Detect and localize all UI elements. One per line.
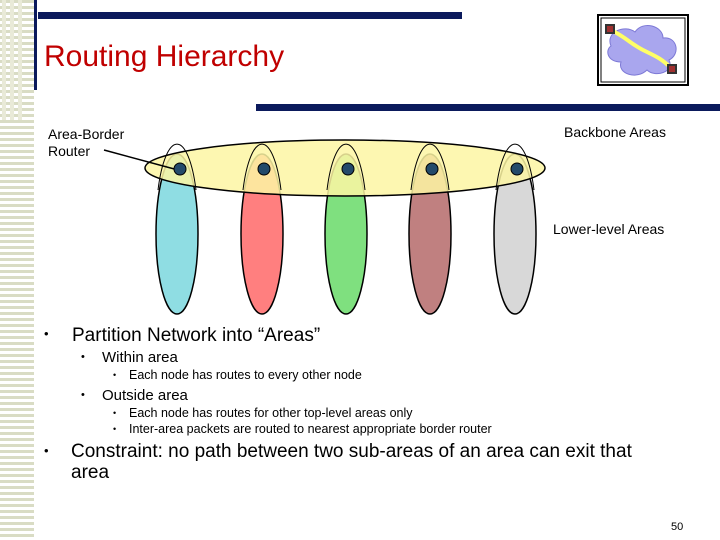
- bullet-outside-area-detail-1: Each node has routes for other top-level areas only: [129, 406, 413, 420]
- router-1: [174, 163, 186, 175]
- bullet-within-area: Within area: [102, 349, 178, 366]
- page-number: 50: [671, 521, 684, 533]
- router-5: [511, 163, 523, 175]
- router-3: [342, 163, 354, 175]
- bullet-partition-network: Partition Network into “Areas”: [72, 325, 321, 346]
- bullet-outside-area-detail-2: Inter-area packets are routed to nearest appropriate border router: [129, 422, 492, 436]
- bullet-constraint-line1: Constraint: no path between two sub-areas of an area can exit that: [71, 441, 632, 462]
- bullet-marker: •: [81, 351, 85, 363]
- bullet-marker: •: [44, 443, 49, 458]
- bullet-marker: •: [44, 326, 49, 341]
- page-title: Routing Hierarchy: [44, 40, 285, 73]
- bullet-marker: •: [113, 408, 117, 418]
- bullet-constraint-line2: area: [71, 462, 110, 483]
- router-4: [426, 163, 438, 175]
- backbone-areas-label: Backbone Areas: [564, 124, 666, 140]
- router-2: [258, 163, 270, 175]
- bullet-marker: •: [81, 389, 85, 401]
- area-border-router-label-line1: Area-Border: [48, 126, 125, 142]
- bullet-marker: •: [113, 370, 117, 380]
- area-border-router-label: [48, 126, 124, 160]
- bullet-outside-area: Outside area: [102, 387, 188, 404]
- bullet-within-area-detail: Each node has routes to every other node: [129, 368, 362, 382]
- area-border-router-label-line2: Router: [48, 143, 91, 159]
- bullet-marker: •: [113, 424, 117, 434]
- lower-level-areas-label: Lower-level Areas: [553, 221, 665, 237]
